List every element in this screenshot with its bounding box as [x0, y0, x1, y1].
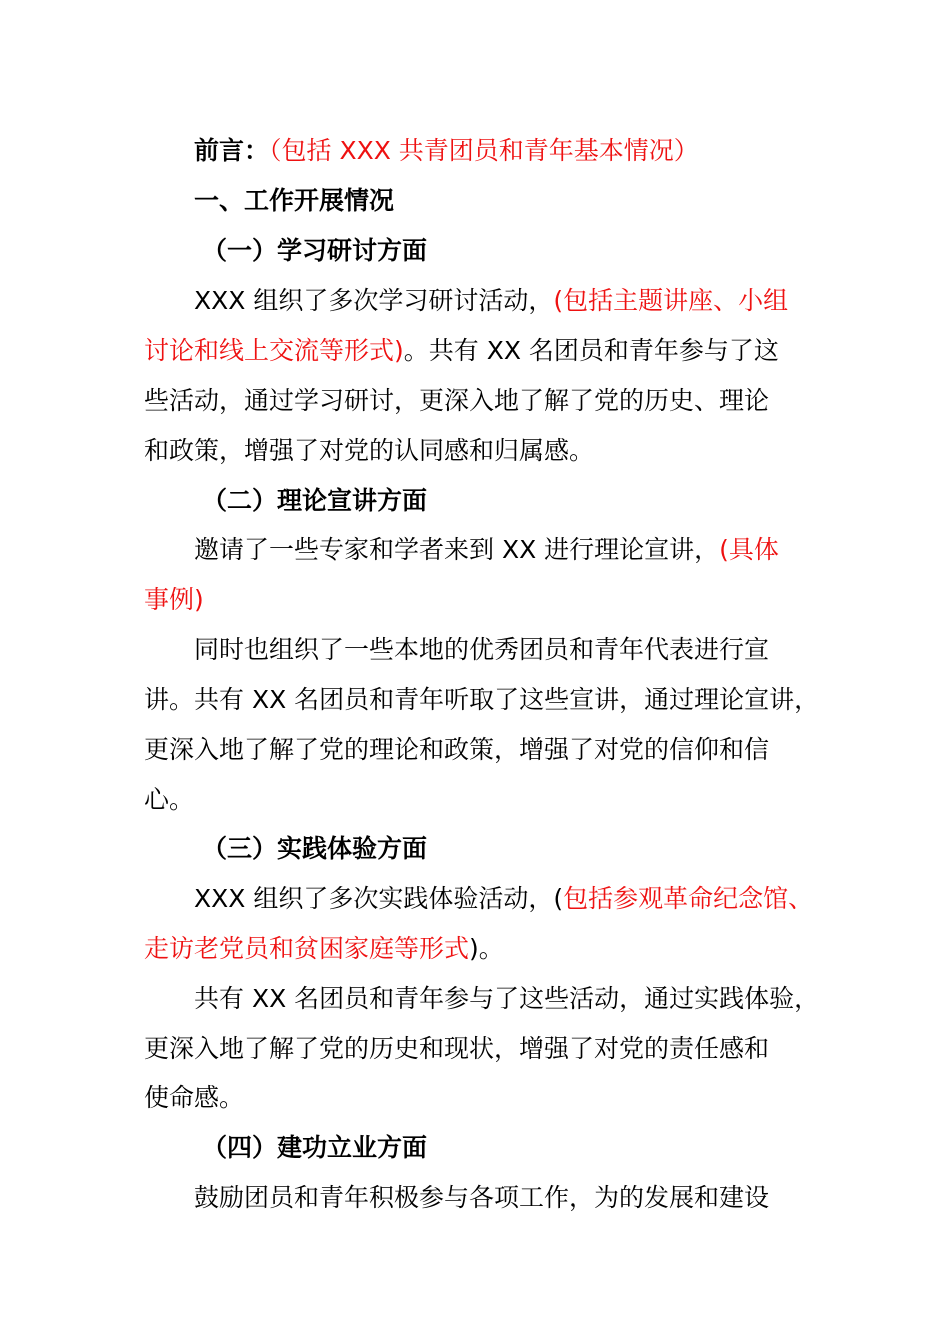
- paragraph-line: [144, 932, 504, 966]
- preface-line: [194, 134, 699, 168]
- body-text: )。: [469, 934, 504, 963]
- subsection-heading-2: （二）理论宣讲方面: [202, 486, 428, 515]
- paragraph-line: 使命感。: [144, 1083, 245, 1112]
- paragraph-line: [194, 533, 779, 567]
- preface-note: （包括 XXX 共青团员和青年基本情况）: [269, 136, 699, 165]
- paragraph-line: 心。: [144, 785, 195, 814]
- body-text: XXX 组织了多次学习研讨活动，: [194, 286, 554, 315]
- paragraph-line: 更深入地了解了党的理论和政策，增强了对党的信仰和信: [144, 735, 770, 764]
- paragraph-line: 共有 XX 名团员和青年参与了这些活动，通过实践体验，: [194, 984, 820, 1013]
- paragraph-line: [194, 882, 813, 916]
- paragraph-line: 讲。共有 XX 名团员和青年听取了这些宣讲，通过理论宣讲，: [144, 685, 820, 714]
- highlight-text: (具体: [719, 535, 779, 564]
- subsection-heading-3: （三）实践体验方面: [202, 834, 428, 863]
- highlight-text: 包括参观革命纪念馆、: [563, 884, 814, 913]
- paragraph-line: 更深入地了解了党的历史和现状，增强了对党的责任感和: [144, 1034, 770, 1063]
- preface-label: 前言：: [194, 136, 270, 165]
- paragraph-line: [194, 284, 788, 318]
- subsection-heading-1: （一）学习研讨方面: [202, 236, 428, 265]
- paragraph-line: 些活动，通过学习研讨，更深入地了解了党的历史、理论: [144, 386, 770, 415]
- body-text: 邀请了一些专家和学者来到 XX 进行理论宣讲，: [194, 535, 720, 564]
- highlight-text: 走访老党员和贫困家庭等形式: [144, 934, 470, 963]
- highlight-text: 讨论和线上交流等形式): [144, 336, 404, 365]
- highlight-text: (包括主题讲座、小组: [553, 286, 789, 315]
- paragraph-line: 同时也组织了一些本地的优秀团员和青年代表进行宣: [194, 635, 770, 664]
- section-heading-1: 一、工作开展情况: [194, 186, 395, 215]
- paragraph-line: [144, 334, 779, 368]
- paragraph-line: 和政策，增强了对党的认同感和归属感。: [144, 436, 595, 465]
- subsection-heading-4: （四）建功立业方面: [202, 1133, 428, 1162]
- paragraph-line: 鼓励团员和青年积极参与各项工作，为的发展和建设: [194, 1183, 770, 1212]
- body-text: XXX 组织了多次实践体验活动，(: [194, 884, 564, 913]
- highlight-text: 事例): [144, 585, 204, 614]
- body-text: 。共有 XX 名团员和青年参与了这: [403, 336, 779, 365]
